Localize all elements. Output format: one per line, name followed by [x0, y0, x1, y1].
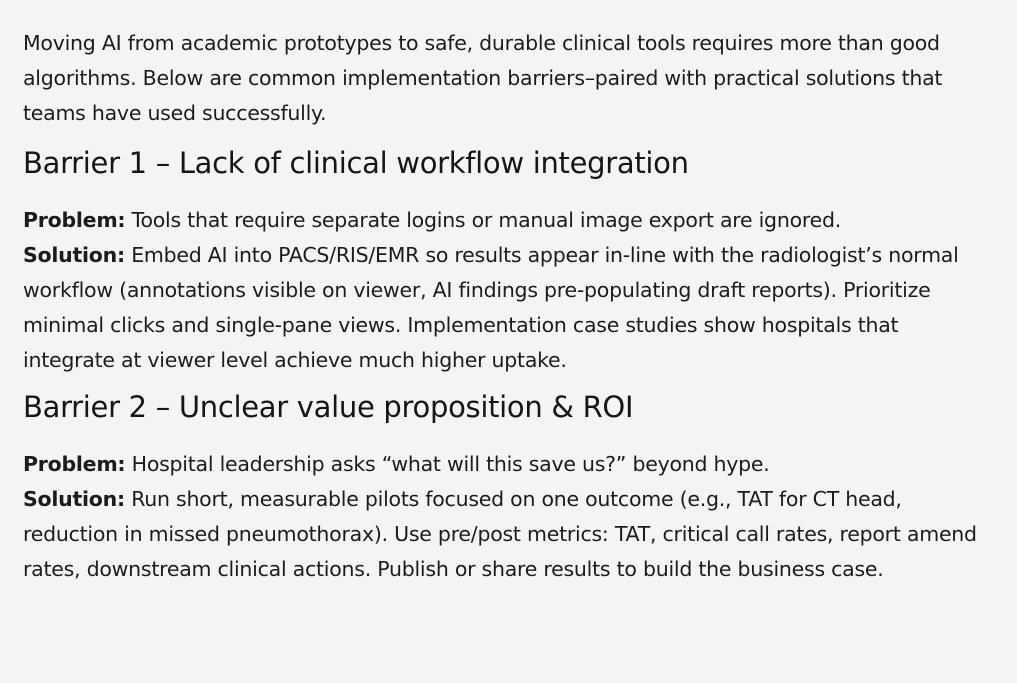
solution-label: Solution: — [23, 486, 125, 511]
solution-label: Solution: — [23, 242, 125, 267]
barrier-2-solution — [23, 482, 983, 588]
barrier-1-heading: Barrier 1 – Lack of clinical workflow integration — [23, 145, 689, 180]
solution-text: Run short, measurable pilots focused on one outcome (e.g., TAT for CT head, reduction in missed pneumothorax). Use pre/post metrics: TAT, critical call rates, report amend rates, downstream clinical actions. Publish or share results to build the business case. — [23, 486, 977, 582]
article-content — [23, 26, 983, 587]
barrier-1-body — [23, 203, 983, 379]
problem-label: Problem: — [23, 451, 126, 476]
problem-text: Tools that require separate logins or manual image export are ignored. — [125, 207, 841, 232]
solution-text: Embed AI into PACS/RIS/EMR so results appear in-line with the radiologist’s normal workflow (annotations visible on viewer, AI findings pre-populating draft reports). Prioritize minimal clicks and single-pane views. Implementation case studies show hospitals that integrate at viewer level achieve much higher uptake. — [23, 242, 959, 373]
intro-paragraph: Moving AI from academic prototypes to safe, durable clinical tools requires more than good algorithms. Below are common implementation barriers–paired with practical solutions that teams have used successfully. — [23, 31, 943, 126]
barrier-2-problem — [23, 447, 983, 482]
problem-text: Hospital leadership asks “what will this save us?” beyond hype. — [125, 451, 770, 476]
barrier-1-solution — [23, 238, 983, 379]
barrier-1-problem — [23, 203, 983, 238]
problem-label: Problem: — [23, 207, 126, 232]
barrier-2-body — [23, 447, 983, 588]
barrier-2-heading: Barrier 2 – Unclear value proposition & ROI — [23, 389, 634, 424]
